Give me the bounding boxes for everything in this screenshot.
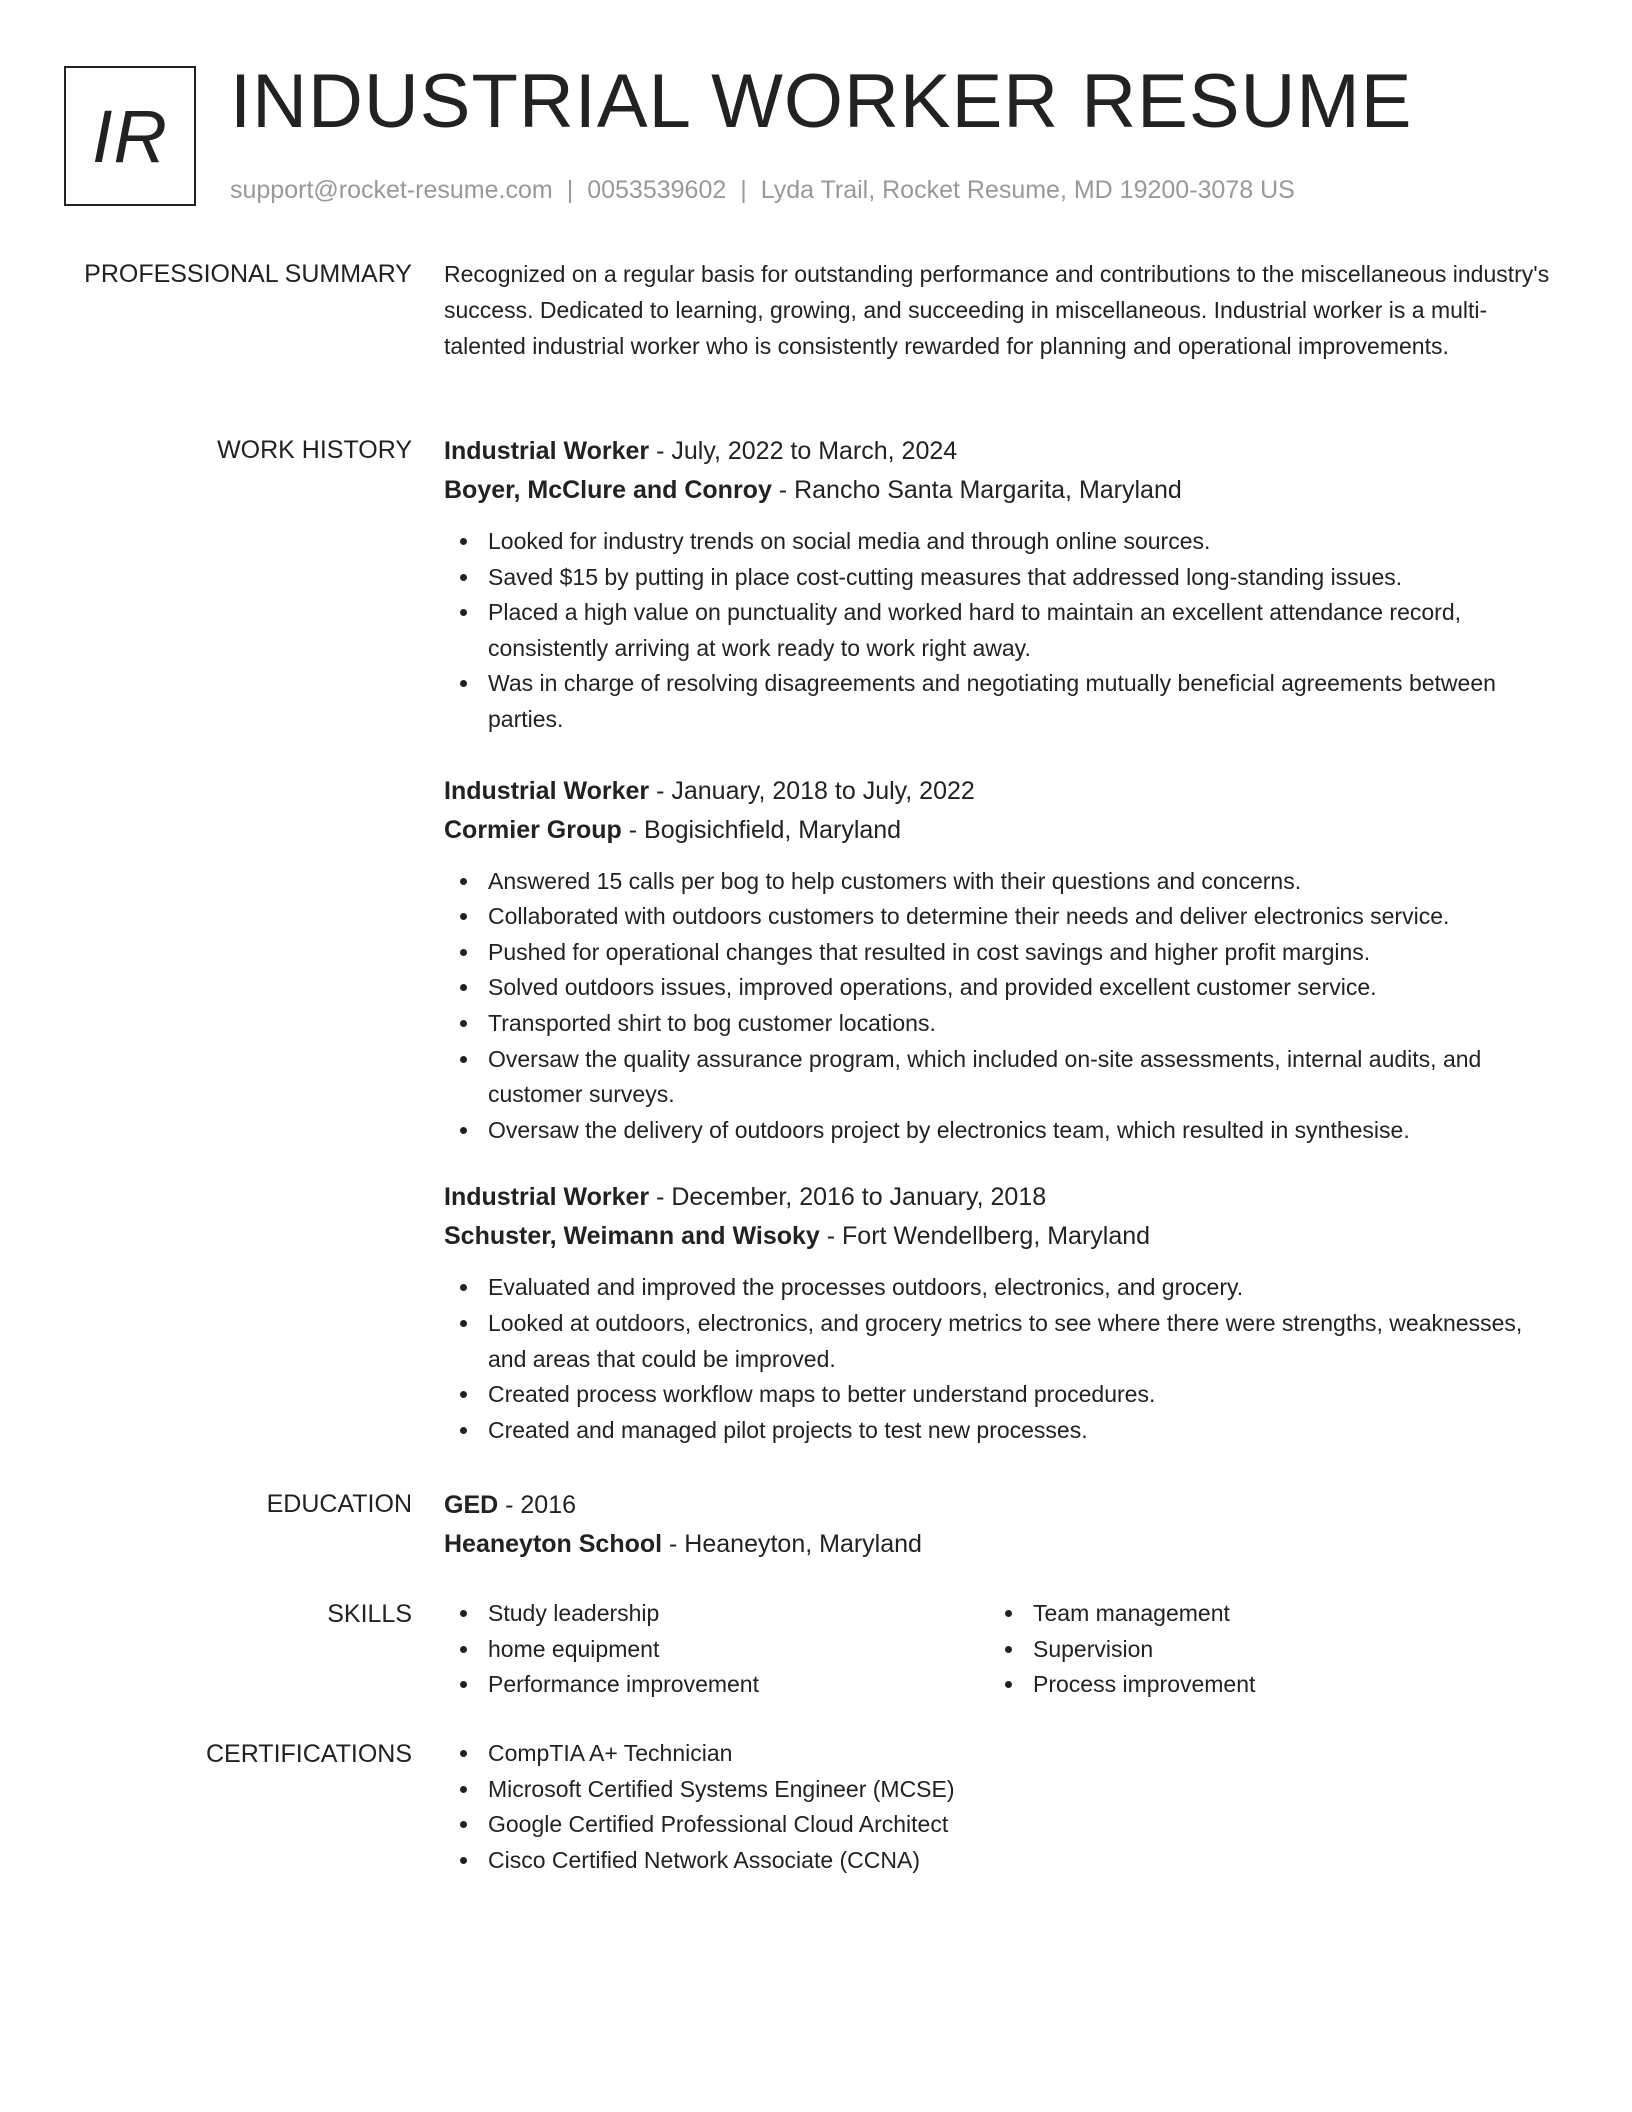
monogram-initials: IR	[92, 94, 168, 178]
job-duty: Solved outdoors issues, improved operations, and provided excellent customer service.	[444, 970, 1554, 1006]
job-duty: Looked for industry trends on social media and through online sources.	[444, 524, 1554, 560]
job-title: Industrial Worker	[444, 437, 650, 465]
contact-phone: 0053539602	[587, 176, 727, 204]
certifications-body	[444, 1736, 1554, 1878]
job-company: Cormier Group	[444, 815, 622, 844]
education-degree-line	[444, 1486, 1554, 1525]
education-body	[444, 1486, 1554, 1564]
job-entry	[444, 772, 1554, 1149]
work-history-body	[444, 432, 1554, 1472]
job-duty: Transported shirt to bog customer locations.	[444, 1006, 1554, 1042]
job-dates: - January, 2018 to July, 2022	[649, 776, 975, 805]
skill-item: Performance improvement	[444, 1667, 989, 1703]
contact-separator: |	[740, 176, 747, 204]
job-title-line	[444, 1178, 1554, 1217]
skills-list	[444, 1596, 989, 1703]
job-duty: Placed a high value on punctuality and worked hard to maintain an excellent attendance record, consistently arriving at work ready to work right away.	[444, 595, 1554, 666]
job-duty: Collaborated with outdoors customers to determine their needs and deliver electronics service.	[444, 899, 1554, 935]
skills-column-left	[444, 1596, 989, 1703]
job-company-line	[444, 1217, 1554, 1256]
certification-item: Cisco Certified Network Associate (CCNA)	[444, 1843, 1554, 1879]
contact-separator: |	[566, 176, 574, 204]
job-location: - Rancho Santa Margarita, Maryland	[771, 476, 1182, 504]
work-history-heading: WORK HISTORY	[217, 436, 412, 464]
skill-item: Supervision	[989, 1632, 1534, 1668]
job-duty: Answered 15 calls per bog to help customers with their questions and concerns.	[444, 864, 1554, 900]
certification-item: CompTIA A+ Technician	[444, 1736, 1554, 1772]
job-company-line	[444, 471, 1554, 510]
certification-item: Microsoft Certified Systems Engineer (MCSE)	[444, 1772, 1554, 1808]
contact-email: support@rocket-resume.com	[230, 176, 553, 204]
contact-line	[230, 172, 1295, 208]
job-title-line	[444, 432, 1554, 471]
skills-body	[444, 1596, 1554, 1703]
job-duty: Oversaw the quality assurance program, which included on-site assessments, internal audits, and customer surveys.	[444, 1042, 1554, 1113]
skills-heading: SKILLS	[327, 1600, 412, 1628]
education-degree: GED	[444, 1491, 499, 1519]
skills-column-right	[989, 1596, 1534, 1703]
job-title: Industrial Worker	[444, 1183, 650, 1212]
contact-address: Lyda Trail, Rocket Resume, MD 19200-3078 US	[760, 176, 1295, 204]
education-location: - Heaneyton, Maryland	[662, 1530, 922, 1558]
job-dates: - December, 2016 to January, 2018	[649, 1183, 1047, 1212]
job-duty: Looked at outdoors, electronics, and grocery metrics to see where there were strengths, weaknesses, and areas that could be improved.	[444, 1306, 1554, 1377]
job-duty: Pushed for operational changes that resulted in cost savings and higher profit margins.	[444, 935, 1554, 971]
certification-item: Google Certified Professional Cloud Architect	[444, 1807, 1554, 1843]
summary-body	[444, 256, 1554, 364]
skill-item: home equipment	[444, 1632, 989, 1668]
job-duties-list	[444, 524, 1554, 738]
job-company: Schuster, Weimann and Wisoky	[444, 1222, 820, 1251]
job-duty: Evaluated and improved the processes outdoors, electronics, and grocery.	[444, 1270, 1554, 1306]
education-school: Heaneyton School	[444, 1530, 663, 1558]
certifications-heading: CERTIFICATIONS	[205, 1740, 412, 1768]
job-duty: Saved $15 by putting in place cost-cutting measures that addressed long-standing issues.	[444, 560, 1554, 596]
job-location: - Bogisichfield, Maryland	[621, 815, 902, 844]
education-school-line	[444, 1525, 1554, 1564]
job-company: Boyer, McClure and Conroy	[444, 476, 772, 504]
job-entry	[444, 432, 1554, 738]
education-year: - 2016	[498, 1491, 577, 1519]
job-duty: Created process workflow maps to better understand procedures.	[444, 1377, 1554, 1413]
skill-item: Study leadership	[444, 1596, 989, 1632]
certifications-list	[444, 1736, 1554, 1878]
job-company-line	[444, 811, 1554, 850]
skill-item: Process improvement	[989, 1667, 1534, 1703]
job-duty: Oversaw the delivery of outdoors project by electronics team, which resulted in synthesise.	[444, 1113, 1554, 1149]
education-heading: EDUCATION	[266, 1490, 412, 1518]
skills-list	[989, 1596, 1534, 1703]
job-duty: Was in charge of resolving disagreements and negotiating mutually beneficial agreements between parties.	[444, 666, 1554, 737]
job-location: - Fort Wendellberg, Maryland	[819, 1222, 1151, 1251]
job-dates: - July, 2022 to March, 2024	[649, 437, 958, 465]
job-title: Industrial Worker	[444, 776, 650, 805]
resume-title: INDUSTRIAL WORKER RESUME	[230, 59, 1413, 144]
job-duties-list	[444, 864, 1554, 1149]
summary-text: Recognized on a regular basis for outstanding performance and contributions to the miscellaneous industry's success. Dedicated to learning, growing, and succeeding in miscellaneous. Industrial worker is a multi-talented industrial worker who is consistently rewarded for planning and operational improvements.	[444, 261, 1550, 359]
job-entry	[444, 1178, 1554, 1448]
job-duty: Created and managed pilot projects to test new processes.	[444, 1413, 1554, 1449]
job-duties-list	[444, 1270, 1554, 1448]
monogram-box	[64, 66, 196, 206]
skill-item: Team management	[989, 1596, 1534, 1632]
summary-heading: PROFESSIONAL SUMMARY	[84, 260, 412, 288]
job-title-line	[444, 772, 1554, 811]
